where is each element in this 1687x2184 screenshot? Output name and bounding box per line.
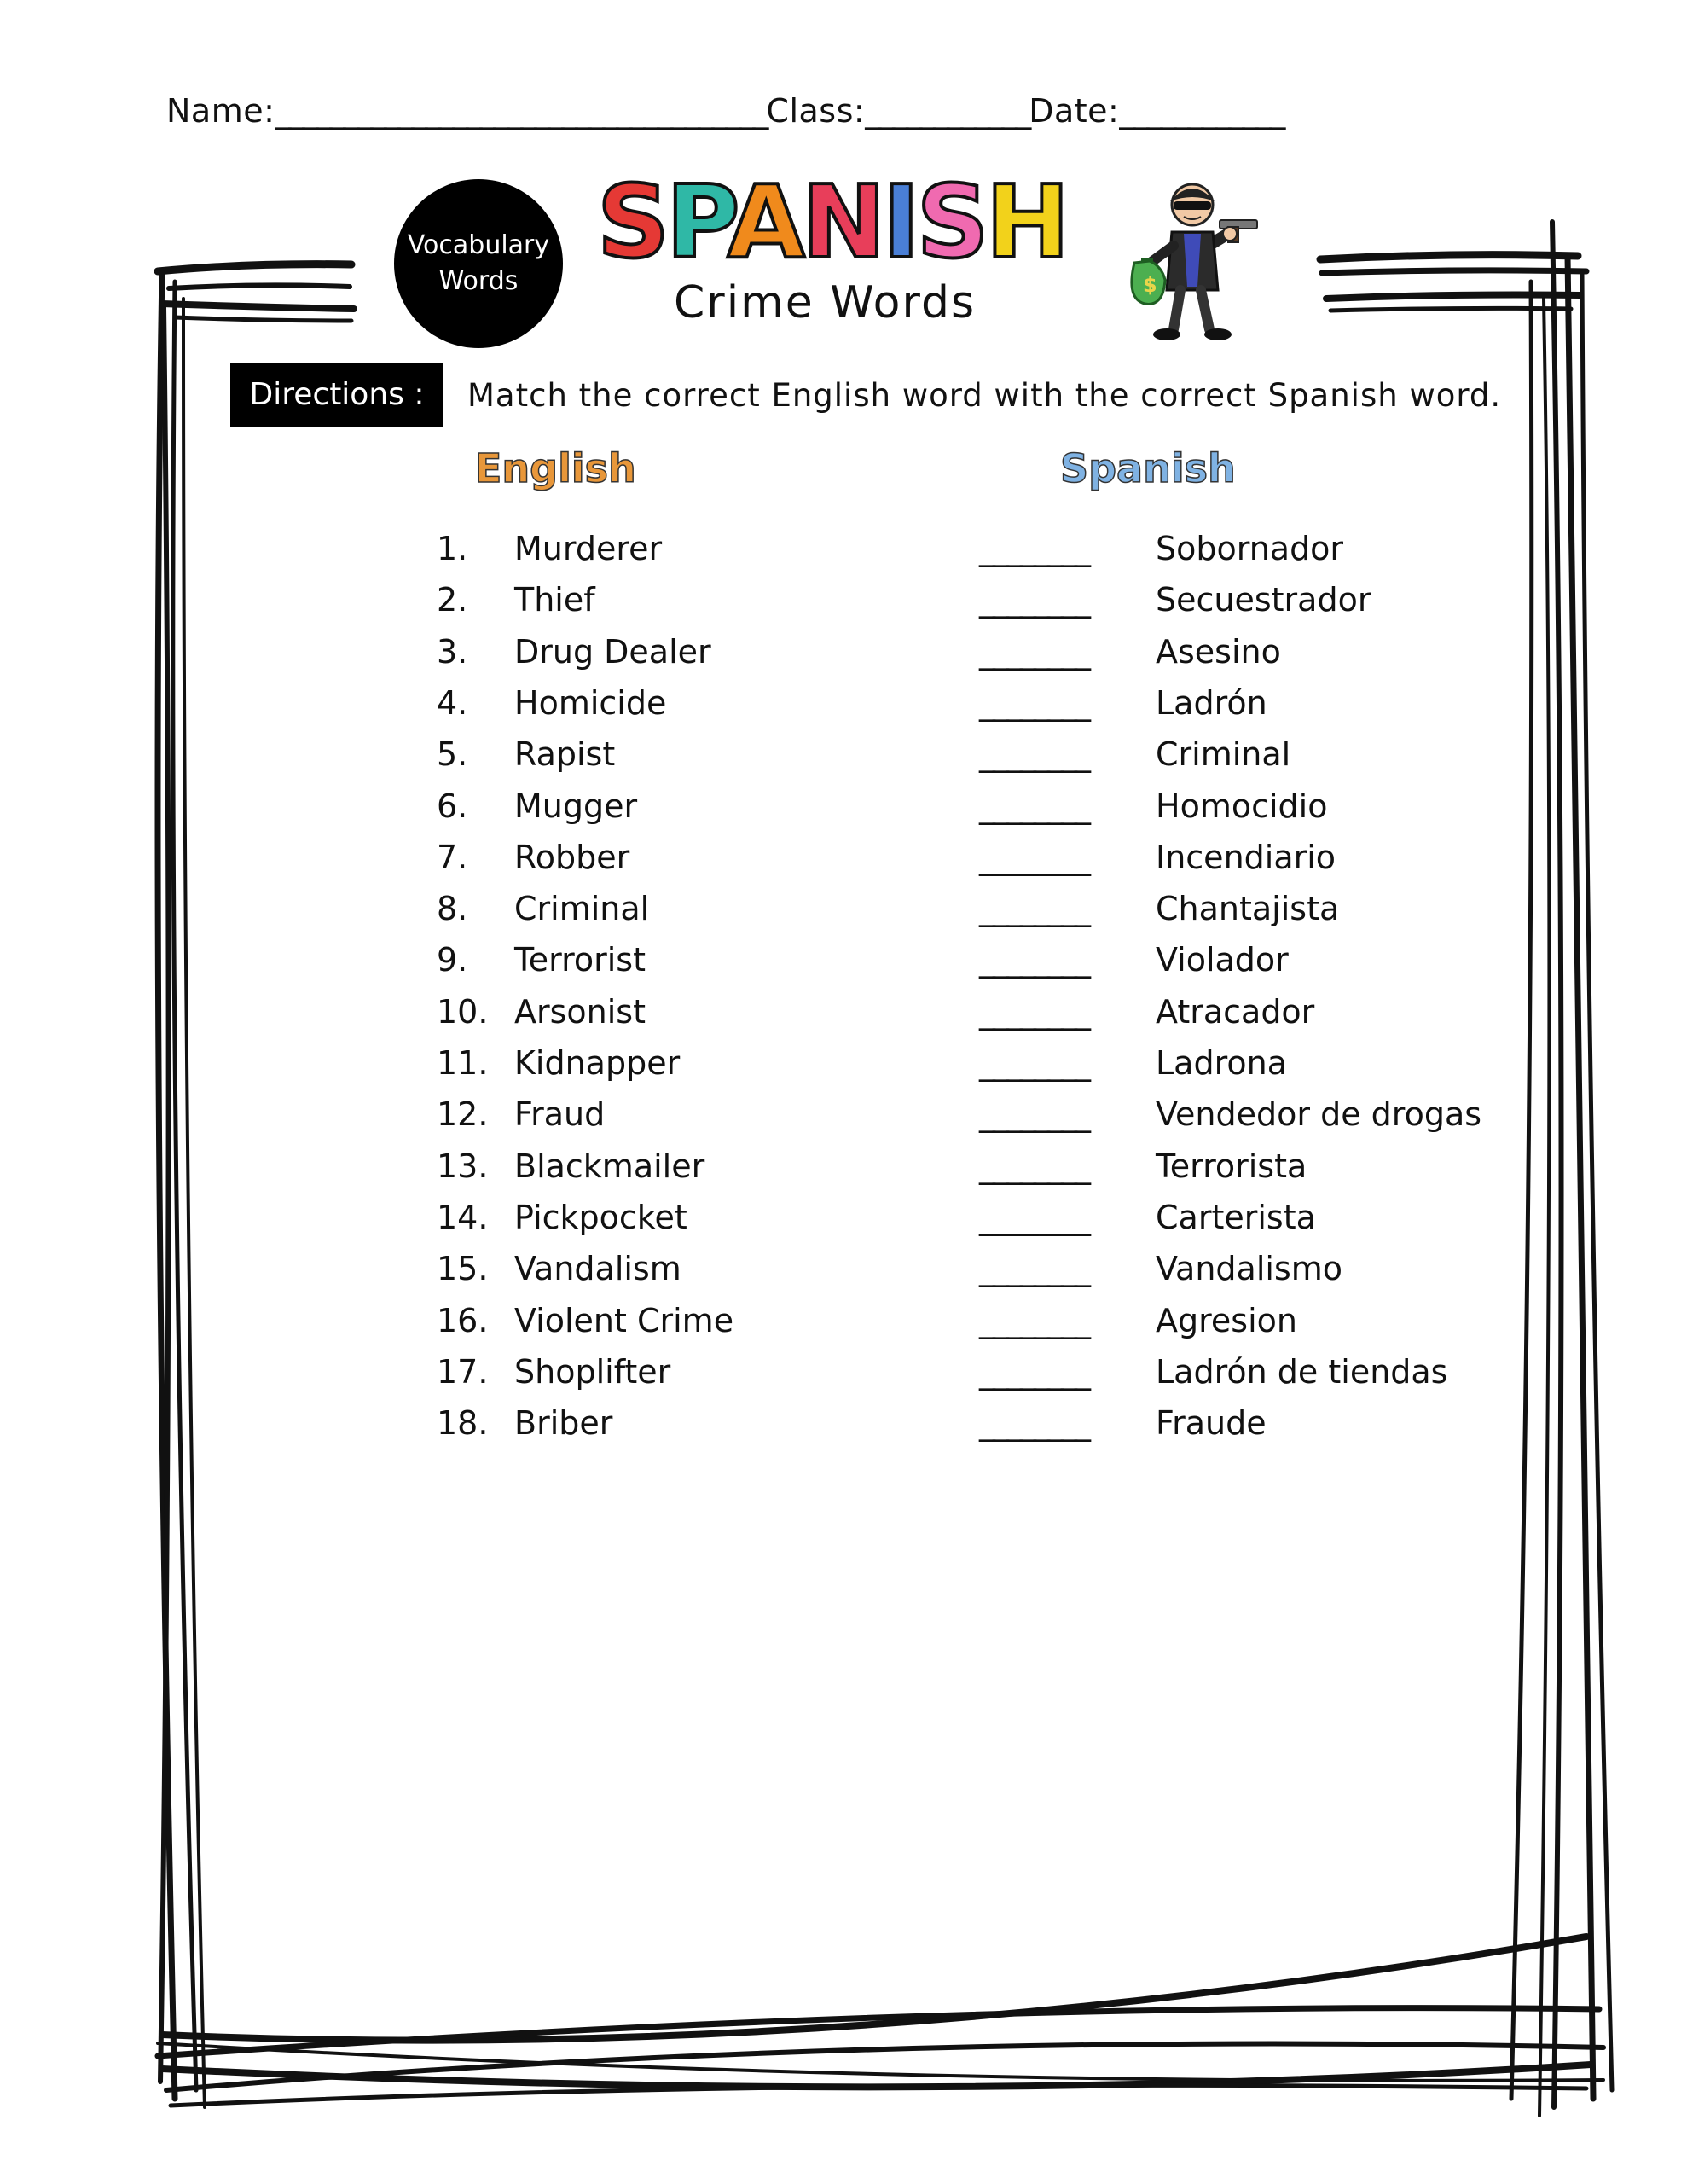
list-item [0, 1192, 1687, 1243]
answer-blank[interactable]: ________ [979, 1352, 1088, 1391]
item-number: 14. [437, 1198, 489, 1236]
list-item [0, 1141, 1687, 1192]
english-word: Terrorist [514, 941, 646, 979]
class-field[interactable]: ____________ [865, 92, 1029, 130]
logo-letter-n: N [801, 163, 883, 281]
answer-blank[interactable]: ________ [979, 1044, 1088, 1082]
english-column-heading: English [475, 445, 636, 491]
spanish-word: Incendiario [1156, 838, 1336, 876]
item-number: 9. [437, 941, 468, 979]
answer-blank[interactable]: ________ [979, 838, 1088, 876]
item-number: 13. [437, 1147, 489, 1185]
list-item [0, 781, 1687, 832]
answer-blank[interactable]: ________ [979, 1301, 1088, 1339]
english-word: Kidnapper [514, 1044, 681, 1082]
logo-letter-h: H [985, 163, 1067, 281]
item-number: 1. [437, 530, 468, 567]
class-label: Class: [766, 92, 866, 130]
list-item [0, 1089, 1687, 1140]
english-word: Arsonist [514, 992, 646, 1031]
item-number: 4. [437, 683, 468, 722]
list-item [0, 883, 1687, 934]
english-word: Pickpocket [514, 1198, 687, 1236]
list-item [0, 1295, 1687, 1346]
spanish-word: Asesino [1156, 632, 1281, 671]
logo-letter-s1: S [597, 163, 666, 281]
logo-letter-a: A [727, 163, 802, 281]
english-word: Mugger [514, 787, 638, 825]
spanish-word: Chantajista [1156, 890, 1340, 928]
list-item [0, 677, 1687, 729]
spanish-word: Vendedor de drogas [1156, 1095, 1482, 1134]
english-word: Blackmailer [514, 1147, 705, 1185]
answer-blank[interactable]: ________ [979, 581, 1088, 619]
page-title: Crime Words [674, 277, 977, 328]
english-word: Briber [514, 1404, 613, 1443]
date-field[interactable]: ____________ [1119, 92, 1284, 130]
english-word: Criminal [514, 890, 650, 928]
spanish-word: Fraude [1156, 1404, 1267, 1443]
spanish-word: Sobornador [1156, 530, 1344, 567]
answer-blank[interactable]: ________ [979, 787, 1088, 825]
spanish-word: Carterista [1156, 1198, 1316, 1236]
answer-blank[interactable]: ________ [979, 992, 1088, 1031]
directions-label: Directions : [230, 363, 443, 427]
robber-illustration [1109, 171, 1271, 350]
list-item [0, 986, 1687, 1037]
spanish-word: Homocidio [1156, 787, 1328, 825]
spanish-word: Agresion [1156, 1301, 1297, 1339]
answer-blank[interactable]: ________ [979, 632, 1088, 671]
list-item [0, 1037, 1687, 1089]
spanish-column-heading: Spanish [1060, 445, 1236, 491]
spanish-word: Ladrón [1156, 683, 1267, 722]
directions-text: Match the correct English word with the correct Spanish word. [467, 377, 1502, 414]
english-word: Violent Crime [514, 1301, 734, 1339]
list-item [0, 729, 1687, 780]
logo-letter-s2: S [916, 163, 986, 281]
logo-letter-p: P [666, 163, 728, 281]
item-number: 7. [437, 838, 468, 876]
spanish-word: Atracador [1156, 992, 1315, 1031]
list-item [0, 574, 1687, 625]
item-number: 18. [437, 1404, 489, 1443]
answer-blank[interactable]: ________ [979, 735, 1088, 774]
english-word: Drug Dealer [514, 632, 711, 671]
vocabulary-words-badge [394, 179, 563, 348]
logo-letter-i: I [882, 163, 917, 281]
name-field[interactable]: ____________________________________ [275, 92, 767, 130]
answer-blank[interactable]: ________ [979, 1147, 1088, 1185]
answer-blank[interactable]: ________ [979, 1404, 1088, 1443]
item-number: 3. [437, 632, 468, 671]
spanish-title-logo [597, 163, 1092, 281]
svg-text:$: $ [1143, 273, 1157, 297]
student-info-line [166, 92, 1522, 130]
list-item [0, 523, 1687, 574]
spanish-word: Ladrón de tiendas [1156, 1352, 1448, 1391]
answer-blank[interactable]: ________ [979, 683, 1088, 722]
item-number: 8. [437, 890, 468, 928]
english-word: Homicide [514, 683, 667, 722]
english-word: Vandalism [514, 1250, 681, 1288]
list-item [0, 1346, 1687, 1397]
answer-blank[interactable]: ________ [979, 941, 1088, 979]
list-item [0, 626, 1687, 677]
item-number: 15. [437, 1250, 489, 1288]
badge-line-2: Words [438, 266, 519, 296]
item-number: 16. [437, 1301, 489, 1339]
item-number: 11. [437, 1044, 489, 1082]
item-number: 10. [437, 992, 489, 1031]
spanish-word: Secuestrador [1156, 581, 1371, 619]
item-number: 12. [437, 1095, 489, 1134]
answer-blank[interactable]: ________ [979, 530, 1088, 567]
list-item [0, 1243, 1687, 1294]
english-word: Rapist [514, 735, 616, 774]
answer-blank[interactable]: ________ [979, 1095, 1088, 1134]
badge-line-1: Vocabulary [407, 230, 550, 260]
english-word: Thief [514, 581, 595, 619]
answer-blank[interactable]: ________ [979, 890, 1088, 928]
english-word: Murderer [514, 530, 663, 567]
date-label: Date: [1029, 92, 1120, 130]
item-number: 5. [437, 735, 468, 774]
english-word: Shoplifter [514, 1352, 671, 1391]
item-number: 6. [437, 787, 468, 825]
spanish-word: Criminal [1156, 735, 1291, 774]
list-item [0, 1397, 1687, 1449]
spanish-word: Vandalismo [1156, 1250, 1343, 1288]
english-word: Robber [514, 838, 630, 876]
answer-blank[interactable]: ________ [979, 1250, 1088, 1288]
spanish-word: Ladrona [1156, 1044, 1287, 1082]
name-label: Name: [166, 92, 275, 130]
item-number: 2. [437, 581, 468, 619]
spanish-word: Terrorista [1156, 1147, 1307, 1185]
answer-blank[interactable]: ________ [979, 1198, 1088, 1236]
item-number: 17. [437, 1352, 489, 1391]
list-item [0, 832, 1687, 883]
english-word: Fraud [514, 1095, 606, 1134]
list-item [0, 934, 1687, 985]
spanish-word: Violador [1156, 941, 1289, 979]
